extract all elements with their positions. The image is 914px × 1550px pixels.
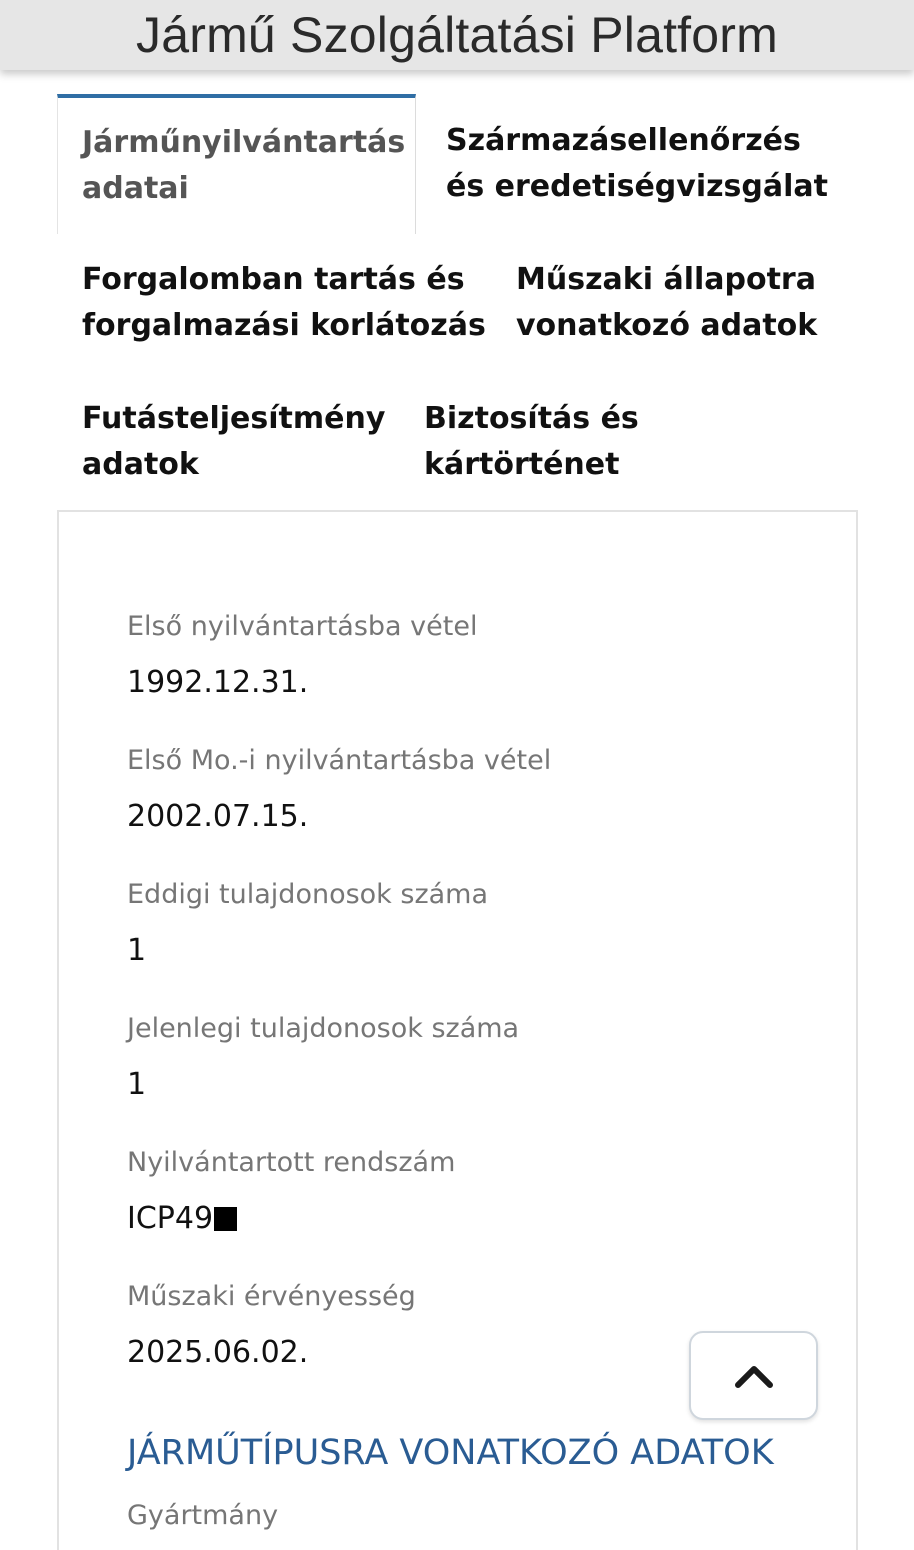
field-current-owners	[127, 1011, 519, 1105]
tab-label-line2: forgalmazási korlátozás	[82, 308, 486, 343]
field-value: 2002.07.15.	[127, 799, 309, 834]
field-value: 2025.06.02.	[127, 1335, 309, 1370]
field-value: 1992.12.31.	[127, 665, 309, 700]
tab-label-line1: Futásteljesítmény	[82, 401, 386, 436]
tab-traffic-restrictions[interactable]	[82, 257, 486, 349]
chevron-up-icon	[734, 1363, 774, 1389]
tab-technical-condition[interactable]	[516, 257, 817, 349]
field-label: Első Mo.-i nyilvántartásba vétel	[127, 745, 552, 776]
field-value: 1	[127, 1067, 147, 1102]
field-technical-validity	[127, 1279, 416, 1373]
field-label: Műszaki érvényesség	[127, 1281, 416, 1312]
field-previous-owners	[127, 877, 488, 971]
tab-vehicle-registry[interactable]	[57, 94, 416, 234]
tab-label-line1: Forgalomban tartás és	[82, 262, 465, 297]
tab-label-line1: Biztosítás és	[424, 401, 639, 436]
field-first-registration	[127, 609, 477, 703]
tab-label-line1: Műszaki állapotra	[516, 262, 816, 297]
tab-mileage[interactable]	[82, 396, 385, 488]
field-first-hu-registration	[127, 743, 551, 837]
field-plate-number	[127, 1145, 455, 1239]
field-value: ICP49	[127, 1199, 455, 1239]
tab-label-line1: Járműnyilvántartás	[82, 125, 406, 160]
tab-label-line2: vonatkozó adatok	[516, 308, 818, 343]
top-bar	[0, 0, 914, 70]
field-label: Nyilvántartott rendszám	[127, 1147, 456, 1178]
field-value: 1	[127, 933, 147, 968]
field-label: Eddigi tulajdonosok száma	[127, 879, 489, 910]
tab-label-line2: adatai	[82, 171, 189, 206]
redaction-block	[214, 1207, 237, 1231]
tab-label-line1: Származásellenőrzés	[446, 123, 801, 158]
tab-label-line2: kártörténet	[424, 447, 620, 482]
field-label: Első nyilvántartásba vétel	[127, 611, 478, 642]
field-label: Gyártmány	[127, 1500, 279, 1531]
tab-label-line2: és eredetiségvizsgálat	[446, 169, 829, 204]
section-heading-vehicle-type: JÁRMŰTÍPUSRA VONATKOZÓ ADATOK	[127, 1433, 774, 1473]
field-make	[127, 1498, 278, 1534]
scroll-to-top-button[interactable]	[689, 1331, 818, 1420]
field-label: Jelenlegi tulajdonosok száma	[127, 1013, 520, 1044]
tab-label-line2: adatok	[82, 447, 199, 482]
tab-insurance[interactable]	[424, 396, 639, 488]
tab-origin-check[interactable]	[446, 118, 828, 210]
platform-title: Jármű Szolgáltatási Platform	[136, 7, 778, 63]
